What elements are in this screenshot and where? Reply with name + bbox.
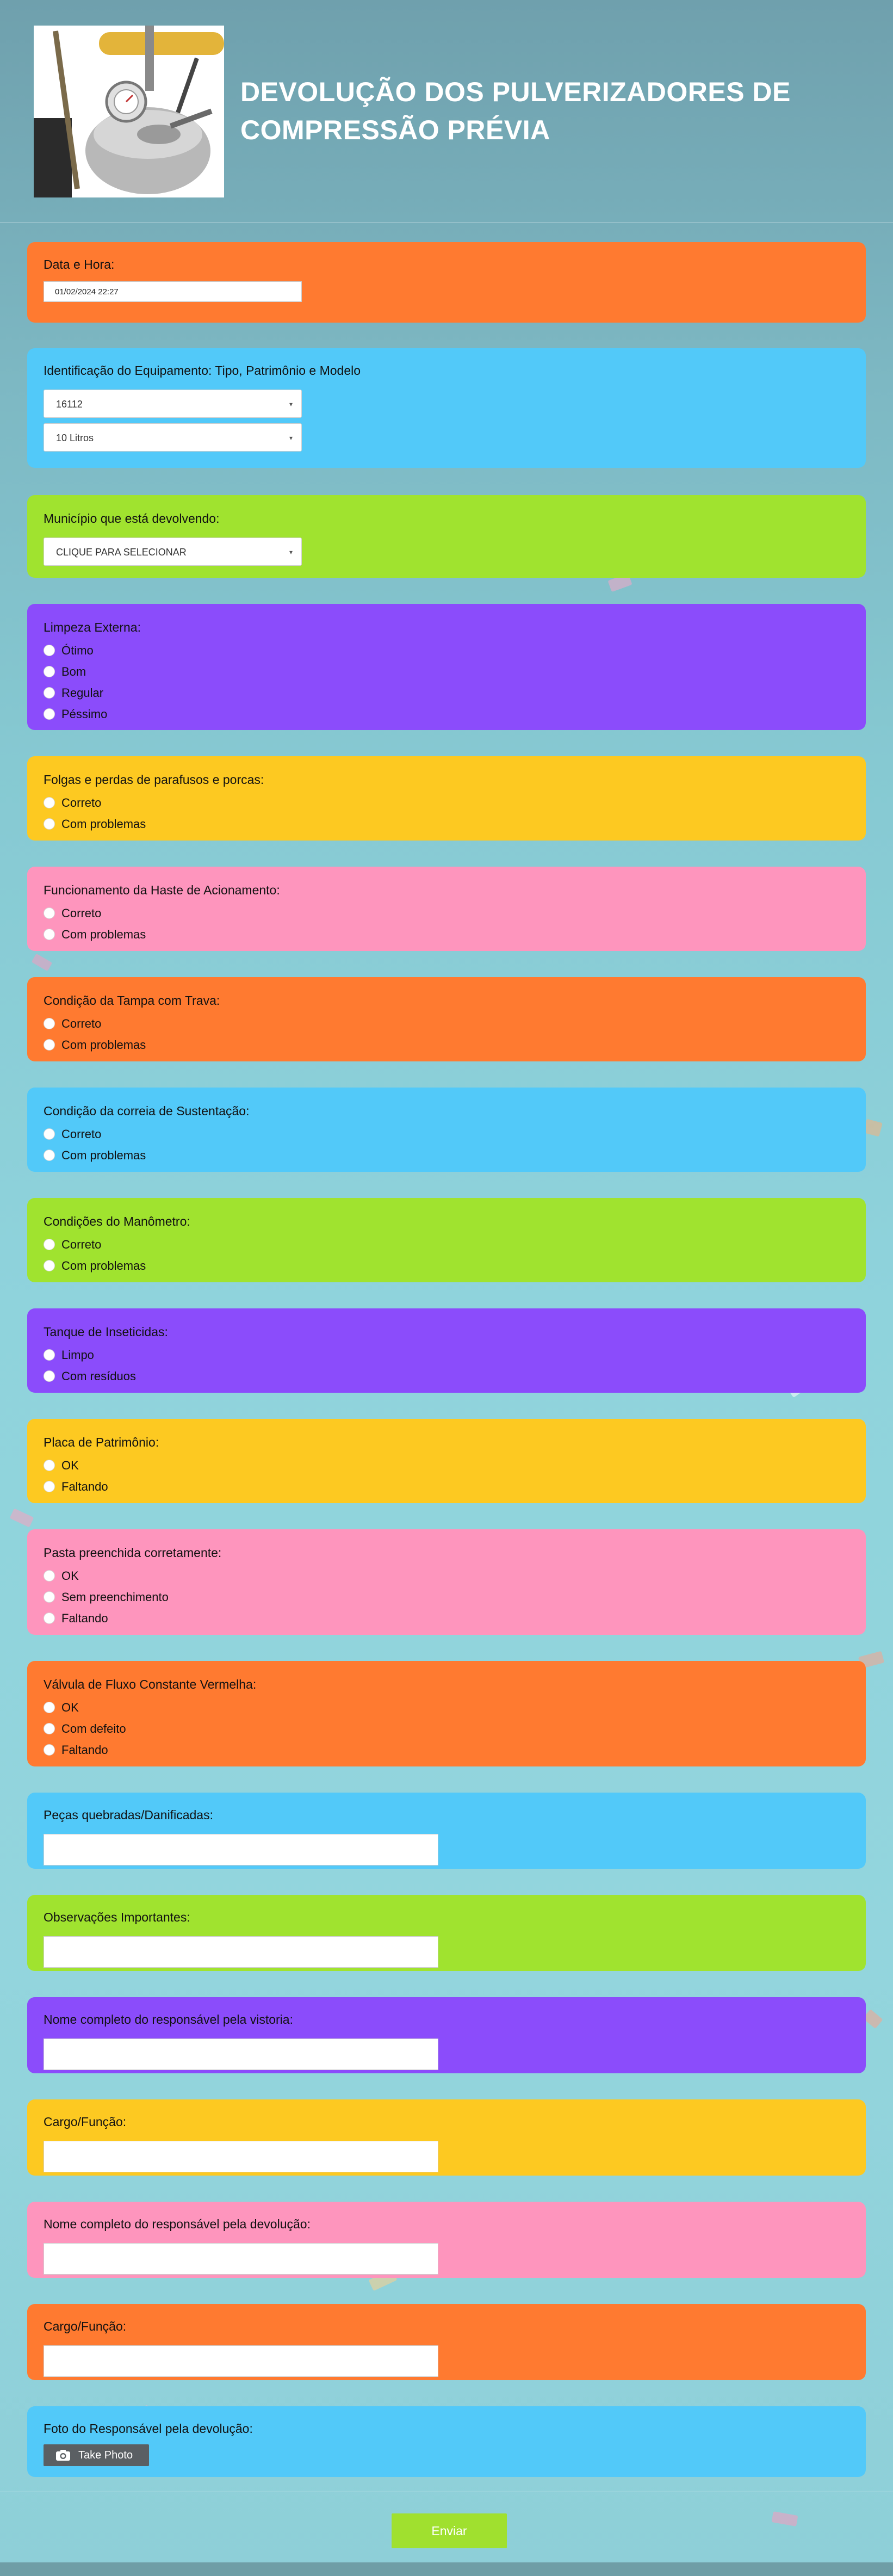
valvula-label: Válvula de Fluxo Constante Vermelha: [44,1677,257,1691]
card-responsavel-devolucao [27,2202,866,2278]
radio-label: Faltando [61,1611,108,1625]
radio-button[interactable] [44,708,55,720]
observacoes-input[interactable] [44,1936,438,1968]
radio-label: Correto [61,906,102,920]
radio-button[interactable] [44,1481,55,1492]
radio-label: Ótimo [61,643,94,657]
cargo-devolucao-label: Cargo/Função: [44,2319,127,2333]
card-valvula [27,1661,866,1766]
radio-option[interactable] [44,682,849,703]
radio-label: Correto [61,1127,102,1141]
radio-option[interactable] [44,1366,849,1387]
limpeza-label: Limpeza Externa: [44,620,141,634]
radio-option[interactable] [44,1123,849,1145]
equipment-select-patrimonio[interactable] [44,390,302,418]
radio-label: Com problemas [61,1258,146,1272]
radio-option[interactable] [44,1608,849,1629]
radio-button[interactable] [44,818,55,830]
pasta-label: Pasta preenchida corretamente: [44,1546,222,1560]
chevron-down-icon: ▾ [289,400,293,408]
foto-label: Foto do Responsável pela devolução: [44,2421,253,2436]
radio-option[interactable] [44,1718,849,1739]
bottom-bar [0,2562,893,2576]
radio-button[interactable] [44,1370,55,1382]
radio-button[interactable] [44,1039,55,1051]
responsavel-devolucao-label: Nome completo do responsável pela devolução: [44,2217,311,2231]
responsavel-devolucao-input[interactable] [44,2243,438,2275]
radio-label: Sem preenchimento [61,1590,169,1604]
municipio-select[interactable] [44,538,302,566]
card-tanque [27,1308,866,1393]
radio-label: Com problemas [61,817,146,831]
chevron-down-icon: ▾ [289,434,293,442]
radio-button[interactable] [44,797,55,808]
radio-button[interactable] [44,1570,55,1582]
datetime-input[interactable]: 01/02/2024 22:27 [44,281,302,302]
radio-button[interactable] [44,907,55,919]
card-tampa [27,977,866,1061]
radio-button[interactable] [44,1723,55,1734]
radio-label: Com problemas [61,1148,146,1162]
tanque-label: Tanque de Inseticidas: [44,1325,168,1339]
equipment-select-modelo[interactable] [44,423,302,452]
radio-option[interactable] [44,1344,849,1366]
page-title-line-2: COMPRESSÃO PRÉVIA [240,115,550,145]
radio-button[interactable] [44,1150,55,1161]
radio-option[interactable] [44,661,849,682]
radio-label: Faltando [61,1479,108,1493]
radio-label: Correto [61,795,102,810]
cargo-vistoria-input[interactable] [44,2141,438,2172]
haste-label: Funcionamento da Haste de Acionamento: [44,883,280,897]
radio-option[interactable] [44,792,849,813]
radio-label: OK [61,1568,79,1583]
radio-option[interactable] [44,1476,849,1497]
equipment-select-modelo-value: 10 Litros [56,433,94,443]
radio-label: Com problemas [61,927,146,941]
radio-button[interactable] [44,1702,55,1713]
placa-label: Placa de Patrimônio: [44,1435,159,1449]
page-title-line-1: DEVOLUÇÃO DOS PULVERIZADORES DE [240,77,791,107]
card-placa [27,1419,866,1503]
radio-button[interactable] [44,1128,55,1140]
take-photo-button[interactable] [44,2444,149,2466]
radio-label: Correto [61,1016,102,1030]
pecas-label: Peças quebradas/Danificadas: [44,1808,213,1822]
radio-option[interactable] [44,1565,849,1586]
radio-option[interactable] [44,1234,849,1255]
card-observacoes [27,1895,866,1971]
card-manometro [27,1198,866,1282]
radio-label: Limpo [61,1348,94,1362]
radio-option[interactable] [44,1013,849,1034]
card-foto [27,2406,866,2477]
card-pasta [27,1529,866,1635]
radio-button[interactable] [44,1744,55,1756]
radio-button[interactable] [44,1460,55,1471]
radio-option[interactable] [44,1145,849,1166]
card-municipio [27,495,866,578]
card-haste [27,867,866,951]
radio-label: Com resíduos [61,1369,136,1383]
radio-option[interactable] [44,1739,849,1760]
card-cargo-vistoria [27,2099,866,2176]
radio-button[interactable] [44,666,55,677]
radio-option[interactable] [44,1034,849,1055]
card-folgas [27,756,866,841]
municipio-select-value: CLIQUE PARA SELECIONAR [56,547,187,558]
card-correia [27,1088,866,1172]
radio-label: Faltando [61,1743,108,1757]
radio-button[interactable] [44,645,55,656]
radio-label: Péssimo [61,707,108,721]
radio-option[interactable] [44,813,849,835]
responsavel-vistoria-input[interactable] [44,2038,438,2070]
responsavel-vistoria-label: Nome completo do responsável pela vistoria: [44,2012,293,2027]
radio-button[interactable] [44,1591,55,1603]
radio-button[interactable] [44,1018,55,1029]
radio-button[interactable] [44,1349,55,1361]
sprayer-image [34,26,224,197]
card-datetime [27,242,866,323]
radio-button[interactable] [44,1260,55,1271]
radio-label: Bom [61,664,86,678]
observacoes-label: Observações Importantes: [44,1910,190,1924]
take-photo-label: Take Photo [78,2449,133,2461]
radio-option[interactable] [44,703,849,725]
radio-button[interactable] [44,1613,55,1624]
form-header [0,0,893,223]
cargo-vistoria-label: Cargo/Função: [44,2115,127,2129]
submit-button[interactable]: Enviar [392,2513,507,2548]
card-pecas [27,1793,866,1869]
card-limpeza [27,604,866,730]
manometro-label: Condições do Manômetro: [44,1214,190,1228]
tampa-label: Condição da Tampa com Trava: [44,993,220,1008]
pecas-input[interactable] [44,1834,438,1865]
folgas-label: Folgas e perdas de parafusos e porcas: [44,773,264,787]
card-cargo-devolucao [27,2304,866,2380]
equipment-label: Identificação do Equipamento: Tipo, Patrimônio e Modelo [44,363,361,378]
radio-option[interactable] [44,1586,849,1608]
radio-option[interactable] [44,924,849,945]
radio-label: OK [61,1458,79,1472]
radio-label: OK [61,1700,79,1714]
camera-icon [55,2449,71,2461]
correia-label: Condição da correia de Sustentação: [44,1104,250,1118]
radio-label: Com defeito [61,1721,126,1735]
radio-label: Regular [61,685,104,700]
chevron-down-icon: ▾ [289,548,293,556]
card-equipment [27,348,866,468]
radio-label: Correto [61,1237,102,1251]
radio-button[interactable] [44,1239,55,1250]
radio-option[interactable] [44,640,849,661]
card-responsavel-vistoria [27,1997,866,2073]
radio-option[interactable] [44,1697,849,1718]
radio-button[interactable] [44,687,55,699]
radio-option[interactable] [44,1455,849,1476]
radio-option[interactable] [44,903,849,924]
cargo-devolucao-input[interactable] [44,2345,438,2377]
equipment-select-patrimonio-value: 16112 [56,399,83,410]
page-title [240,73,839,149]
radio-label: Com problemas [61,1037,146,1052]
municipio-label: Município que está devolvendo: [44,511,220,526]
radio-option[interactable] [44,1255,849,1276]
radio-button[interactable] [44,929,55,940]
datetime-label: Data e Hora: [44,257,115,271]
